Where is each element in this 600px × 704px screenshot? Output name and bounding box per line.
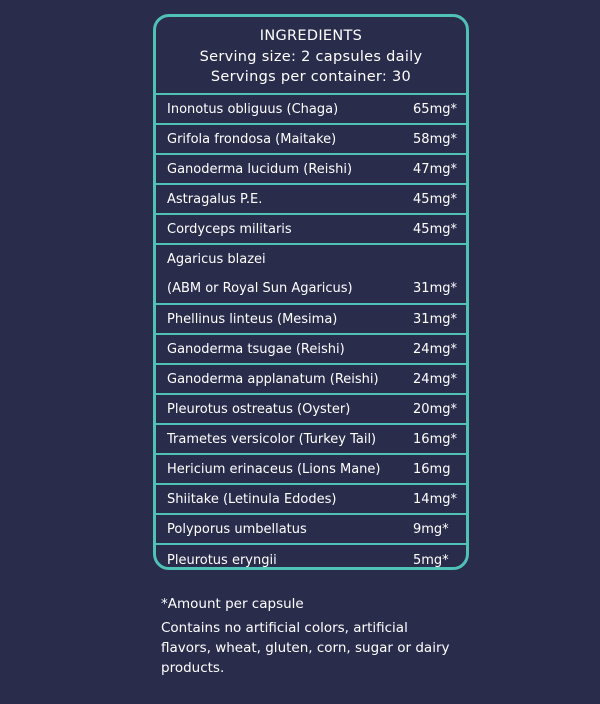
ingredient-row bbox=[156, 155, 466, 185]
ingredient-amount: 31mg* bbox=[413, 311, 457, 327]
ingredient-name: Astragalus P.E. bbox=[167, 191, 263, 207]
ingredient-row bbox=[156, 365, 466, 395]
servings-per-container: Servings per container: 30 bbox=[210, 69, 412, 85]
ingredient-amount: 24mg* bbox=[413, 341, 457, 357]
ingredient-row bbox=[156, 95, 466, 125]
ingredient-name: Pleurotus ostreatus (Oyster) bbox=[167, 401, 351, 417]
ingredient-name: Hericium erinaceus (Lions Mane) bbox=[167, 461, 381, 477]
ingredient-amount: 5mg* bbox=[413, 552, 449, 568]
ingredient-row bbox=[156, 125, 466, 155]
ingredient-amount: 45mg* bbox=[413, 191, 457, 207]
ingredient-name: Ganoderma applanatum (Reishi) bbox=[167, 371, 379, 387]
ingredient-name: Inonotus obliguus (Chaga) bbox=[167, 101, 339, 117]
ingredient-name: Trametes versicolor (Turkey Tail) bbox=[167, 431, 377, 447]
ingredient-amount: 58mg* bbox=[413, 131, 457, 147]
ingredient-row bbox=[156, 335, 466, 365]
ingredient-name: Phellinus linteus (Mesima) bbox=[167, 311, 338, 327]
ingredient-row bbox=[156, 305, 466, 335]
footer-notes bbox=[161, 594, 461, 678]
ingredient-name: Polyporus umbellatus bbox=[167, 521, 307, 537]
ingredient-amount: 31mg* bbox=[413, 281, 457, 296]
ingredient-amount: 65mg* bbox=[413, 101, 457, 117]
ingredient-name-line2: (ABM or Royal Sun Agaricus) bbox=[167, 281, 353, 296]
ingredient-row bbox=[156, 545, 466, 570]
ingredient-row bbox=[156, 485, 466, 515]
ingredient-amount: 20mg* bbox=[413, 401, 457, 417]
ingredient-name: Cordyceps militaris bbox=[167, 221, 292, 237]
ingredients-panel bbox=[153, 14, 469, 570]
amount-footnote: *Amount per capsule bbox=[161, 596, 304, 612]
ingredient-amount: 16mg bbox=[413, 461, 451, 477]
ingredient-amount: 14mg* bbox=[413, 491, 457, 507]
ingredient-row bbox=[156, 515, 466, 545]
ingredient-amount: 47mg* bbox=[413, 161, 457, 177]
serving-size: Serving size: 2 capsules daily bbox=[199, 48, 423, 65]
ingredient-name: Grifola frondosa (Maitake) bbox=[167, 131, 337, 147]
disclaimer-text: Contains no artificial colors, artificial flavors, wheat, gluten, corn, sugar or dairy products. bbox=[161, 620, 450, 676]
ingredient-amount: 24mg* bbox=[413, 371, 457, 387]
ingredient-name: Ganoderma lucidum (Reishi) bbox=[167, 161, 353, 177]
ingredient-name: Ganoderma tsugae (Reishi) bbox=[167, 341, 345, 357]
ingredient-row bbox=[156, 455, 466, 485]
ingredient-amount: 16mg* bbox=[413, 431, 457, 447]
ingredient-row bbox=[156, 215, 466, 245]
ingredients-header bbox=[156, 17, 466, 93]
ingredient-row bbox=[156, 395, 466, 425]
ingredients-title: INGREDIENTS bbox=[259, 28, 363, 44]
ingredient-name: Shiitake (Letinula Edodes) bbox=[167, 491, 337, 507]
ingredient-amount: 45mg* bbox=[413, 221, 457, 237]
ingredients-list bbox=[156, 93, 466, 570]
ingredient-name: Agaricus blazei bbox=[167, 252, 266, 267]
ingredient-row bbox=[156, 425, 466, 455]
ingredient-amount: 9mg* bbox=[413, 521, 449, 537]
ingredient-name: Pleurotus eryngii bbox=[167, 552, 277, 568]
ingredient-row bbox=[156, 245, 466, 305]
ingredient-row bbox=[156, 185, 466, 215]
